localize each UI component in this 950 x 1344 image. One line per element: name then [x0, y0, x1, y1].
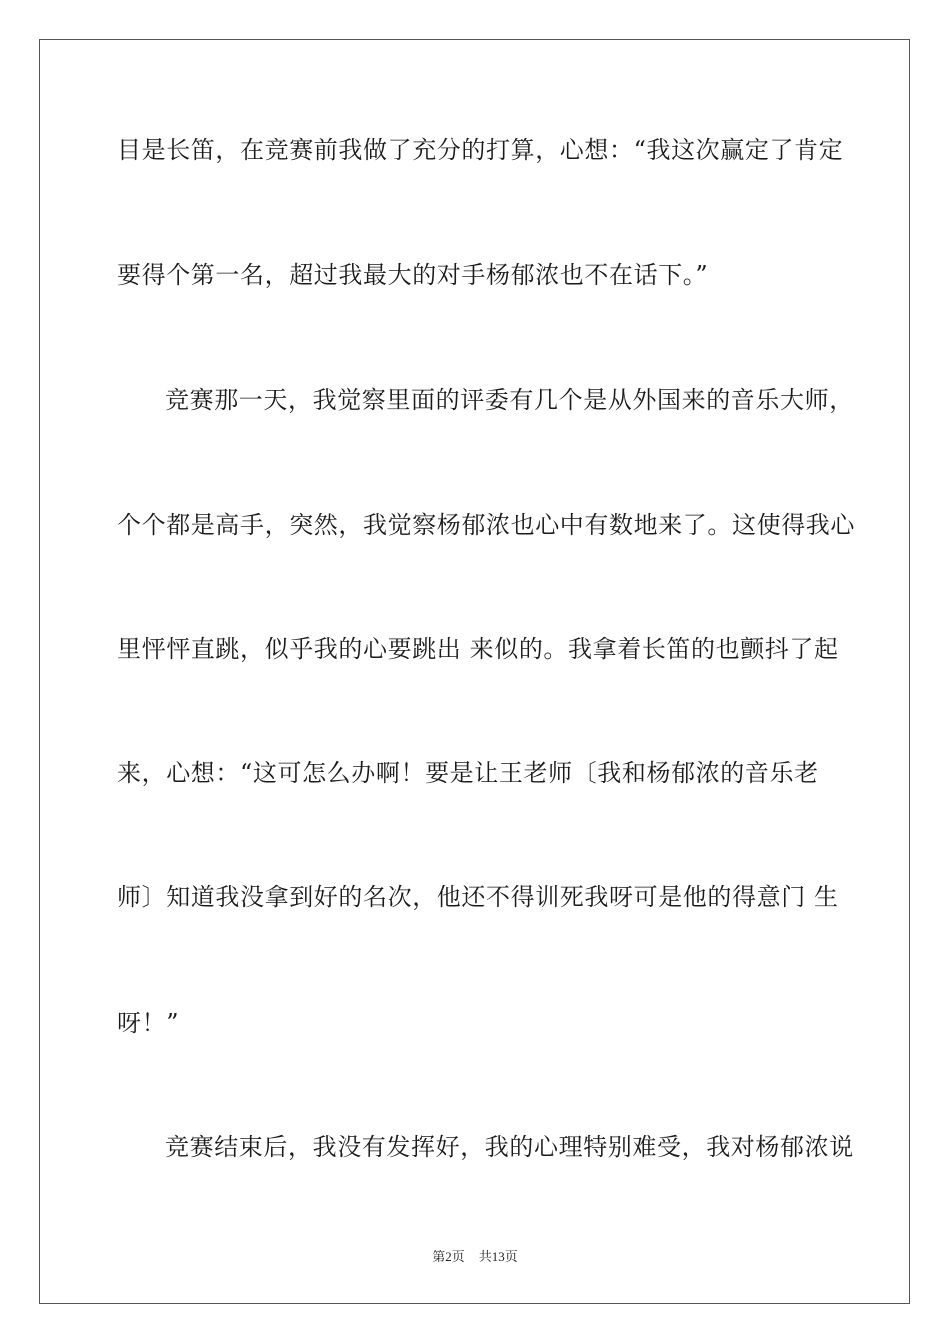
page-number: 第2页	[432, 1249, 465, 1264]
page-border	[39, 39, 910, 1304]
text-line: 师〕知道我没拿到好的名次，他还不得训死我呀可是他的得意门 生	[117, 883, 839, 911]
text-line: 里怦怦直跳，似乎我的心要跳出 来似的。我拿着长笛的也颤抖了起	[117, 635, 839, 663]
text-line-paragraph-start: 竞赛那一天，我觉察里面的评委有几个是从外国来的音乐大师，	[165, 386, 854, 414]
page-footer	[0, 1248, 950, 1266]
text-line: 呀！”	[117, 1009, 180, 1037]
text-line: 个个都是高手，突然，我觉察杨郁浓也心中有数地来了。这使得我心	[117, 511, 855, 539]
text-line: 要得个第一名，超过我最大的对手杨郁浓也不在话下。”	[117, 261, 709, 289]
text-line: 目是长笛，在竞赛前我做了充分的打算，心想：“我这次赢定了肯定	[117, 136, 844, 164]
text-line-paragraph-start: 竞赛结束后，我没有发挥好，我的心理特别难受，我对杨郁浓说	[165, 1133, 854, 1161]
text-line: 来，心想：“这可怎么办啊！要是让王老师〔我和杨郁浓的音乐老	[117, 759, 819, 787]
page-total: 共13页	[478, 1249, 518, 1264]
